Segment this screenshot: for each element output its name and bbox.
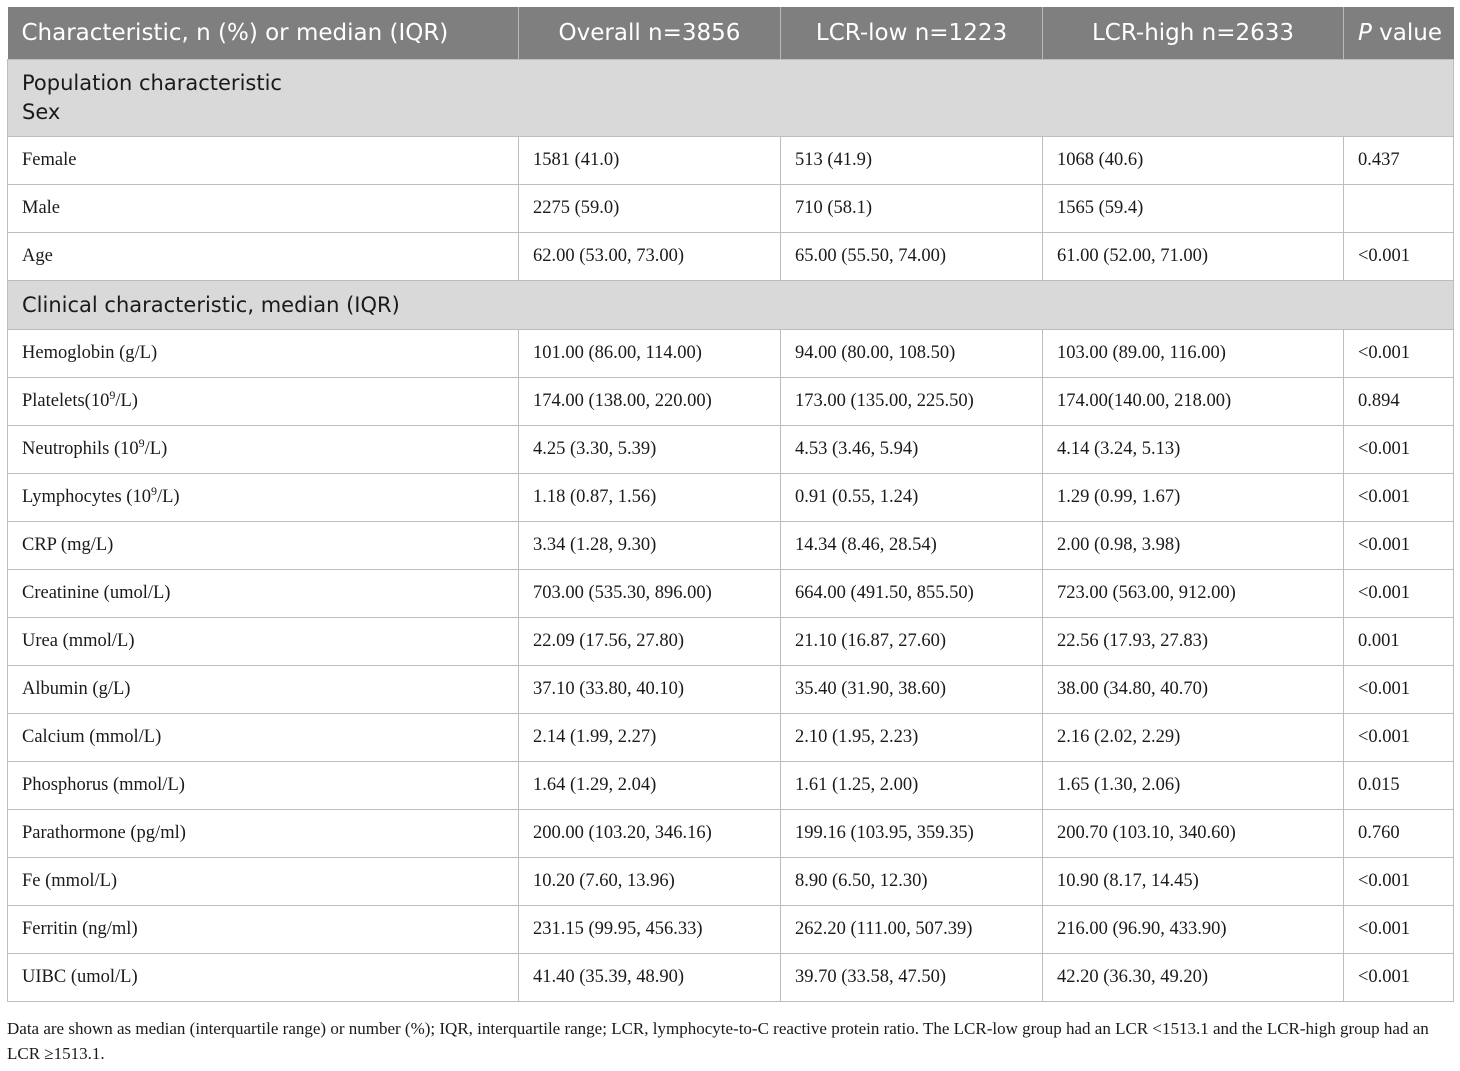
- header-overall: Overall n=3856: [519, 7, 781, 60]
- row-label: Parathormone (pg/ml): [8, 810, 519, 858]
- row-label-superscript: 9: [150, 484, 157, 498]
- lcr-low-cell: 65.00 (55.50, 74.00): [781, 233, 1043, 281]
- lcr-low-cell: 173.00 (135.00, 225.50): [781, 378, 1043, 426]
- p-value-cell: <0.001: [1344, 570, 1454, 618]
- p-value-cell: <0.001: [1344, 474, 1454, 522]
- table-row-hemoglobin: [8, 330, 1454, 378]
- overall-cell: 41.40 (35.39, 48.90): [519, 954, 781, 1002]
- row-label: Urea (mmol/L): [8, 618, 519, 666]
- lcr-low-cell: 664.00 (491.50, 855.50): [781, 570, 1043, 618]
- row-label-text: Neutrophils (10: [22, 439, 139, 459]
- overall-cell: 1.18 (0.87, 1.56): [519, 474, 781, 522]
- lcr-low-cell: 35.40 (31.90, 38.60): [781, 666, 1043, 714]
- lcr-high-cell: 2.00 (0.98, 3.98): [1043, 522, 1344, 570]
- lcr-high-cell: 174.00(140.00, 218.00): [1043, 378, 1344, 426]
- overall-cell: 4.25 (3.30, 5.39): [519, 426, 781, 474]
- p-value-cell: 0.894: [1344, 378, 1454, 426]
- header-lcr-high: LCR-high n=2633: [1043, 7, 1344, 60]
- section-sex-subtitle: Sex: [22, 100, 61, 124]
- table-row-urea: [8, 618, 1454, 666]
- table-header-row: [8, 7, 1454, 60]
- p-value-cell: <0.001: [1344, 330, 1454, 378]
- lcr-low-cell: 39.70 (33.58, 47.50): [781, 954, 1043, 1002]
- overall-cell: 2275 (59.0): [519, 185, 781, 233]
- row-label: [8, 378, 519, 426]
- lcr-low-cell: 21.10 (16.87, 27.60): [781, 618, 1043, 666]
- header-lcr-low: LCR-low n=1223: [781, 7, 1043, 60]
- p-value-cell: <0.001: [1344, 714, 1454, 762]
- lcr-low-cell: 4.53 (3.46, 5.94): [781, 426, 1043, 474]
- header-p-letter: P: [1358, 20, 1372, 46]
- table-row-ferritin: [8, 906, 1454, 954]
- row-label-superscript: 9: [138, 436, 145, 450]
- row-label-superscript: 9: [109, 388, 116, 402]
- overall-cell: 1.64 (1.29, 2.04): [519, 762, 781, 810]
- characteristics-table-container: [7, 7, 1453, 1002]
- row-label: UIBC (umol/L): [8, 954, 519, 1002]
- overall-cell: 231.15 (99.95, 456.33): [519, 906, 781, 954]
- overall-cell: 1581 (41.0): [519, 137, 781, 185]
- table-row-crp: [8, 522, 1454, 570]
- p-value-cell: <0.001: [1344, 858, 1454, 906]
- p-value-cell: 0.015: [1344, 762, 1454, 810]
- p-value-cell: <0.001: [1344, 906, 1454, 954]
- lcr-high-cell: 1068 (40.6): [1043, 137, 1344, 185]
- lcr-high-cell: 1565 (59.4): [1043, 185, 1344, 233]
- row-label: Albumin (g/L): [8, 666, 519, 714]
- header-p-value-word: value: [1371, 20, 1443, 46]
- lcr-low-cell: 2.10 (1.95, 2.23): [781, 714, 1043, 762]
- overall-cell: 10.20 (7.60, 13.96): [519, 858, 781, 906]
- table-row-age: [8, 233, 1454, 281]
- overall-cell: 22.09 (17.56, 27.80): [519, 618, 781, 666]
- lcr-low-cell: 1.61 (1.25, 2.00): [781, 762, 1043, 810]
- p-value-cell: 0.001: [1344, 618, 1454, 666]
- lcr-high-cell: 10.90 (8.17, 14.45): [1043, 858, 1344, 906]
- table-row-lymphocytes: [8, 474, 1454, 522]
- lcr-low-cell: 262.20 (111.00, 507.39): [781, 906, 1043, 954]
- section-population-title: Population characteristic: [22, 71, 282, 95]
- p-value-cell: <0.001: [1344, 522, 1454, 570]
- p-value-cell: <0.001: [1344, 233, 1454, 281]
- row-label: Creatinine (umol/L): [8, 570, 519, 618]
- overall-cell: 200.00 (103.20, 346.16): [519, 810, 781, 858]
- row-label-unit: /L): [156, 487, 180, 507]
- header-p-value: [1344, 7, 1454, 60]
- overall-cell: 62.00 (53.00, 73.00): [519, 233, 781, 281]
- table-row-uibc: [8, 954, 1454, 1002]
- table-row-fe: [8, 858, 1454, 906]
- table-row-albumin: [8, 666, 1454, 714]
- table-row-female: [8, 137, 1454, 185]
- lcr-high-cell: 1.65 (1.30, 2.06): [1043, 762, 1344, 810]
- row-label-text: Lymphocytes (10: [22, 487, 151, 507]
- lcr-low-cell: 710 (58.1): [781, 185, 1043, 233]
- header-characteristic: Characteristic, n (%) or median (IQR): [8, 7, 519, 60]
- lcr-high-cell: 22.56 (17.93, 27.83): [1043, 618, 1344, 666]
- section-clinical-title: Clinical characteristic, median (IQR): [8, 281, 1454, 330]
- table-row-platelets: [8, 378, 1454, 426]
- row-label-text: Platelets(10: [22, 391, 110, 411]
- section-row-population: [8, 60, 1454, 137]
- overall-cell: 3.34 (1.28, 9.30): [519, 522, 781, 570]
- overall-cell: 174.00 (138.00, 220.00): [519, 378, 781, 426]
- row-label: [8, 426, 519, 474]
- table-row-phosphorus: [8, 762, 1454, 810]
- section-population-cell: [8, 60, 1454, 137]
- row-label: [8, 474, 519, 522]
- row-label: Calcium (mmol/L): [8, 714, 519, 762]
- overall-cell: 37.10 (33.80, 40.10): [519, 666, 781, 714]
- lcr-high-cell: 38.00 (34.80, 40.70): [1043, 666, 1344, 714]
- lcr-high-cell: 216.00 (96.90, 433.90): [1043, 906, 1344, 954]
- row-label: Ferritin (ng/ml): [8, 906, 519, 954]
- table-row-creatinine: [8, 570, 1454, 618]
- lcr-high-cell: 1.29 (0.99, 1.67): [1043, 474, 1344, 522]
- lcr-low-cell: 8.90 (6.50, 12.30): [781, 858, 1043, 906]
- table-row-parathormone: [8, 810, 1454, 858]
- lcr-high-cell: 103.00 (89.00, 116.00): [1043, 330, 1344, 378]
- overall-cell: 703.00 (535.30, 896.00): [519, 570, 781, 618]
- row-label: Male: [8, 185, 519, 233]
- p-value-cell: 0.437: [1344, 137, 1454, 185]
- table-row-calcium: [8, 714, 1454, 762]
- p-value-cell: [1344, 185, 1454, 233]
- p-value-cell: 0.760: [1344, 810, 1454, 858]
- lcr-high-cell: 61.00 (52.00, 71.00): [1043, 233, 1344, 281]
- lcr-high-cell: 42.20 (36.30, 49.20): [1043, 954, 1344, 1002]
- lcr-low-cell: 14.34 (8.46, 28.54): [781, 522, 1043, 570]
- p-value-cell: <0.001: [1344, 954, 1454, 1002]
- characteristics-table: [7, 7, 1454, 1002]
- row-label-unit: /L): [115, 391, 138, 411]
- row-label: Female: [8, 137, 519, 185]
- section-row-clinical: [8, 281, 1454, 330]
- row-label: Age: [8, 233, 519, 281]
- overall-cell: 2.14 (1.99, 2.27): [519, 714, 781, 762]
- table-footnote: Data are shown as median (interquartile range) or number (%); IQR, interquartile range; LCR, lymphocyte-to-C reactive protein ratio. The LCR-low group had an LCR <1513.1 and the LCR-high group had an LCR ≥1513.1.: [7, 1019, 1429, 1063]
- lcr-low-cell: 94.00 (80.00, 108.50): [781, 330, 1043, 378]
- p-value-cell: <0.001: [1344, 426, 1454, 474]
- table-row-neutrophils: [8, 426, 1454, 474]
- row-label: CRP (mg/L): [8, 522, 519, 570]
- lcr-low-cell: 0.91 (0.55, 1.24): [781, 474, 1043, 522]
- lcr-high-cell: 2.16 (2.02, 2.29): [1043, 714, 1344, 762]
- row-label: Fe (mmol/L): [8, 858, 519, 906]
- lcr-high-cell: 4.14 (3.24, 5.13): [1043, 426, 1344, 474]
- row-label: Phosphorus (mmol/L): [8, 762, 519, 810]
- lcr-high-cell: 723.00 (563.00, 912.00): [1043, 570, 1344, 618]
- lcr-high-cell: 200.70 (103.10, 340.60): [1043, 810, 1344, 858]
- row-label-unit: /L): [144, 439, 168, 459]
- row-label: Hemoglobin (g/L): [8, 330, 519, 378]
- p-value-cell: <0.001: [1344, 666, 1454, 714]
- lcr-low-cell: 199.16 (103.95, 359.35): [781, 810, 1043, 858]
- table-row-male: [8, 185, 1454, 233]
- overall-cell: 101.00 (86.00, 114.00): [519, 330, 781, 378]
- lcr-low-cell: 513 (41.9): [781, 137, 1043, 185]
